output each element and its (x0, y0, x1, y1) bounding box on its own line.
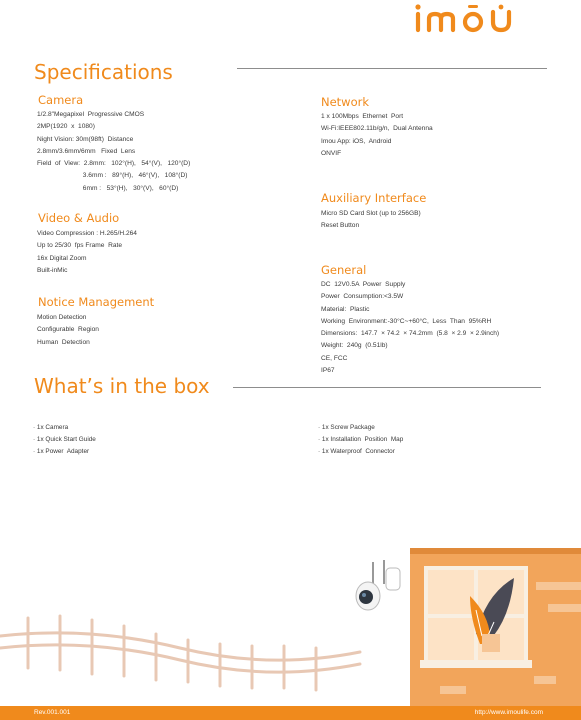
section-title-camera: Camera (38, 93, 84, 107)
specifications-heading: Specifications (34, 60, 173, 84)
website-link[interactable]: http://www.imoulife.com (474, 709, 543, 716)
spec-line: DC 12V0.5A Power Supply (321, 281, 406, 288)
notice-spec-list (37, 312, 99, 349)
heading-rule (237, 68, 547, 69)
spec-line: Video Compression : H.265/H.264 (37, 230, 137, 237)
spec-line: 16x Digital Zoom (37, 254, 87, 262)
spec-line: Weight: 240g (0.51lb) (321, 342, 388, 350)
camera-device-icon (356, 560, 400, 610)
spec-line: Night Vision: 30m(98ft) Distance (37, 135, 134, 143)
spec-line: Reset Button (321, 222, 360, 230)
spec-line: Configurable Region (37, 326, 99, 334)
section-title-auxiliary-interface: Auxiliary Interface (321, 191, 427, 205)
spec-line: 2.8mm/3.6mm/6mm Fixed Lens (37, 147, 136, 155)
box-contents-right (318, 422, 403, 458)
section-title-network: Network (321, 95, 370, 109)
section-title-general: General (321, 263, 367, 277)
brand-logo (413, 2, 531, 39)
list-item: · 1x Power Adapter (33, 448, 90, 455)
spec-line: 1/2.8"Megapixel Progressive CMOS (37, 111, 145, 118)
spec-line: CE, FCC (321, 354, 348, 362)
heading-rule (233, 387, 541, 388)
spec-line: Human Detection (37, 338, 90, 346)
spec-line: 2MP(1920 x 1080) (37, 123, 95, 131)
spec-line: Working Environment:-30°C~+60°C, Less Than 95%RH (321, 317, 492, 325)
imou-logo-icon (413, 2, 531, 34)
spec-line: 1 x 100Mbps Ethernet Port (321, 113, 404, 120)
general-spec-list (321, 279, 499, 377)
spec-line: 6mm : 53°(H), 30°(V), 60°(D) (37, 184, 179, 192)
section-title-notice-management: Notice Management (38, 295, 155, 309)
list-item: · 1x Screw Package (318, 424, 375, 431)
spec-line: Wi-Fi:IEEE802.11b/g/n, Dual Antenna (321, 125, 433, 133)
spec-line: Material: Plastic (321, 305, 370, 313)
spec-line: ONVIF (321, 149, 342, 157)
spec-line: Dimensions: 147.7 × 74.2 × 74.2mm (5.8 × 2.9 × 2.9inch) (321, 330, 500, 338)
list-item: · 1x Quick Start Guide (33, 436, 96, 443)
camera-spec-list (37, 109, 190, 195)
auxiliary-spec-list (321, 208, 421, 233)
list-item: · 1x Camera (33, 424, 69, 431)
spec-line: Imou App: iOS, Android (321, 137, 392, 145)
spec-line: Motion Detection (37, 314, 87, 321)
list-item: · 1x Installation Position Map (318, 436, 404, 443)
box-contents-left (33, 422, 96, 458)
network-spec-list (321, 111, 433, 160)
video-spec-list (37, 228, 137, 277)
section-title-video-audio: Video & Audio (38, 211, 120, 225)
spec-line: Up to 25/30 fps Frame Rate (37, 242, 123, 250)
spec-line: Field of View: 2.8mm: 102°(H), 54°(V), 120°(D) (37, 160, 191, 168)
footer-bar (0, 706, 581, 720)
house-illustration (0, 548, 581, 706)
spec-line: Built-inMic (37, 266, 68, 274)
spec-line: IP67 (321, 367, 335, 375)
spec-line: Power Consumption:<3.5W (321, 293, 404, 301)
revision-label: Rev.001.001 (34, 709, 71, 716)
fence-icon (0, 616, 360, 690)
whats-in-box-heading: What’s in the box (34, 374, 210, 398)
list-item: · 1x Waterproof Connector (318, 448, 395, 455)
spec-line: 3.6mm : 89°(H), 46°(V), 108°(D) (37, 172, 188, 180)
spec-line: Micro SD Card Slot (up to 256GB) (321, 210, 421, 217)
